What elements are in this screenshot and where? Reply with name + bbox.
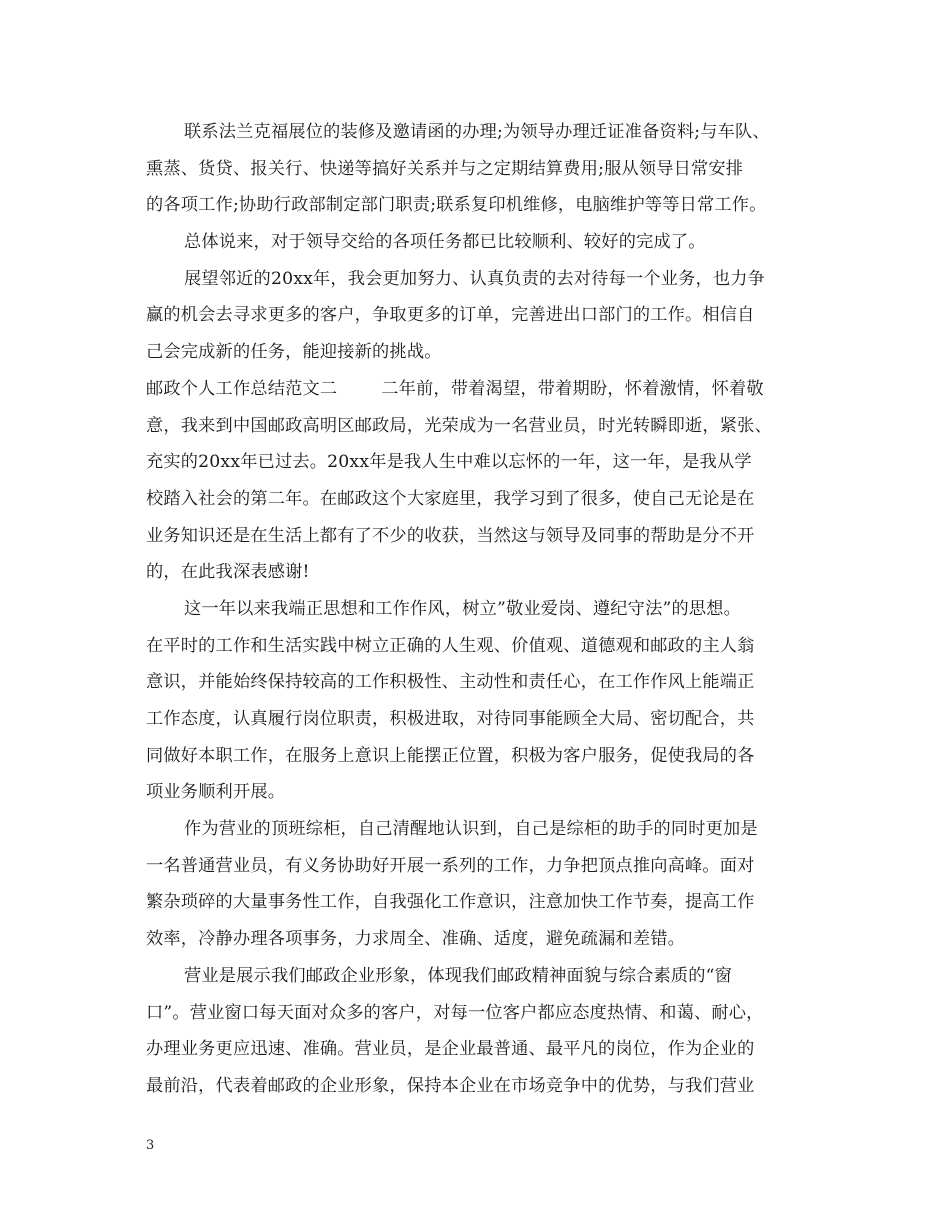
text-line: 总体说来，对于领导交给的各项任务都已比较顺利、较好的完成了。 [184, 232, 706, 253]
text-line: 业务知识还是在生活上都有了不少的收获，当然这与领导及同事的帮助是分不开 [146, 525, 755, 546]
text-line: 赢的机会去寻求更多的客户，争取更多的订单，完善进出口部门的工作。相信自 [146, 305, 755, 326]
text-line: 最前沿，代表着邮政的企业形象，保持本企业在市场竞争中的优势，与我们营业 [146, 1075, 755, 1096]
text-line: 繁杂琐碎的大量事务性工作，自我强化工作意识，注意加快工作节奏，提高工作 [146, 892, 755, 913]
section-heading-line [146, 371, 806, 408]
text-line: 营业是展示我们邮政企业形象，体现我们邮政精神面貌与综合素质的“窗 [184, 965, 733, 986]
text-line: 工作态度，认真履行岗位职责，积极进取，对待同事能顾全大局、密切配合，共 [146, 709, 755, 729]
text-line: 充实的20xx年已过去。20xx年是我人生中难以忘怀的一年，这一年，是我从学 [146, 452, 752, 473]
text-line: 办理业务更应迅速、准确。营业员，是企业最普通、最平凡的岗位，作为企业的 [146, 1039, 755, 1060]
text-line: 一名普通营业员，有义务协助好开展一系列的工作，力争把顶点推向高峰。面对 [146, 855, 755, 876]
text-line: 二年前，带着渴望，带着期盼，怀着激情，怀着敬 [381, 378, 764, 399]
text-line: 项业务顺利开展。 [146, 782, 286, 803]
page-number: 3 [146, 1138, 155, 1153]
text-line: 意，我来到中国邮政高明区邮政局，光荣成为一名营业员，时光转瞬即逝，紧张、 [146, 415, 772, 436]
text-line: 意识，并能始终保持较高的工作积极性、主动性和责任心，在工作作风上能端正 [146, 672, 755, 693]
text-line: 在平时的工作和生活实践中树立正确的人生观、价值观、道德观和邮政的主人翁 [146, 635, 755, 656]
text-line: 的，在此我深表感谢! [146, 562, 310, 583]
text-line: 校踏入社会的第二年。在邮政这个大家庭里，我学习到了很多，使自己无论是在 [146, 488, 755, 509]
text-line: 熏蒸、货贷、报关行、快递等搞好关系并与之定期结算费用;服从领导日常安排 [146, 158, 744, 179]
text-line: 口”。营业窗口每天面对众多的客户，对每一位客户都应态度热情、和蔼、耐心， [146, 1002, 764, 1023]
document-body [146, 114, 806, 1105]
text-line: 展望邻近的20xx年，我会更加努力、认真负责的去对待每一个业务，也力争 [184, 268, 766, 289]
text-line: 联系法兰克福展位的装修及邀请函的办理;为领导办理迁证准备资料;与车队、 [184, 122, 770, 142]
text-line: 效率，冷静办理各项事务，力求周全、准确、适度，避免疏漏和差错。 [146, 929, 686, 950]
text-line: 的各项工作;协助行政部制定部门职责;联系复印机维修，电脑维护等等日常工作。 [146, 195, 767, 216]
text-line: 己会完成新的任务，能迎接新的挑战。 [146, 342, 442, 363]
section-title: 邮政个人工作总结范文二 [146, 378, 338, 399]
text-line: 这一年以来我端正思想和工作作风，树立”敬业爱岗、遵纪守法”的思想。 [184, 598, 741, 619]
text-line: 作为营业的顶班综柜，自己清醒地认识到，自己是综柜的助手的同时更加是 [184, 819, 758, 840]
text-line: 同做好本职工作，在服务上意识上能摆正位置，积极为客户服务，促使我局的各 [146, 745, 755, 766]
